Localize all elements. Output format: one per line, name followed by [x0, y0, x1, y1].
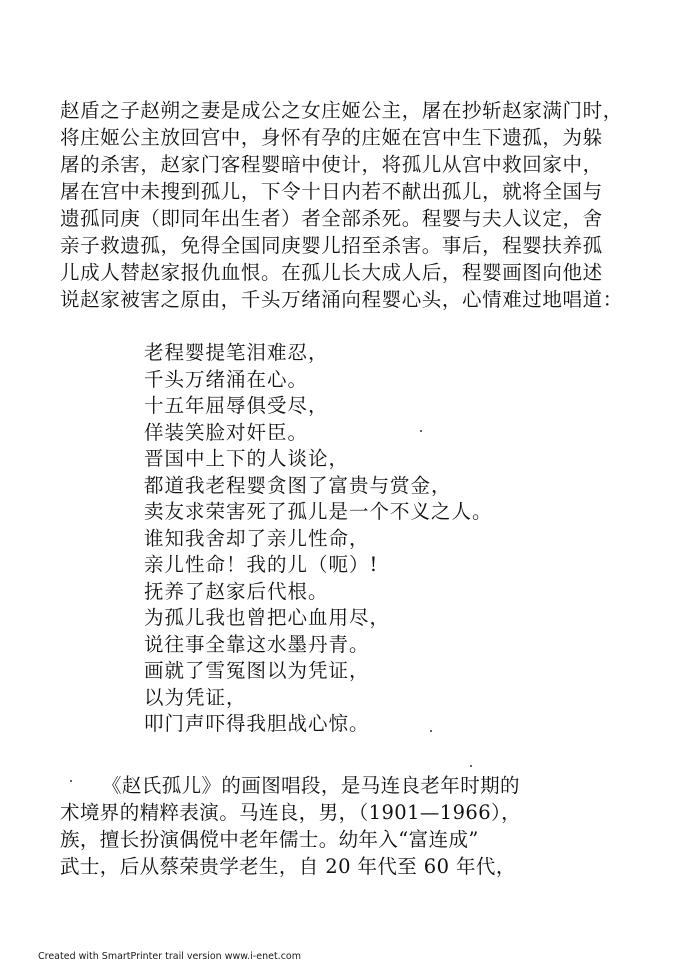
verse-line: 以为凭证，: [144, 685, 247, 709]
verse-line: 十五年屈辱俱受尽，: [144, 394, 329, 417]
text-line: 赵盾之子赵朔之妻是成公之女庄姬公主，屠在抄斩赵家满门时，: [60, 99, 623, 122]
verse-line: 佯装笑脸对奸臣。: [144, 420, 309, 444]
verse-line: 说往事全靠这水墨丹青。: [144, 632, 370, 656]
text-line: 武士，后从蔡荣贵学老生，自 20 年代至 60 年代，: [60, 855, 516, 878]
verse-line: 叩门声吓得我胆战心惊。: [144, 712, 370, 735]
text-line: 将庄姬公主放回宫中，身怀有孕的庄姬在宫中生下遗孤，为躲: [60, 126, 603, 149]
verse-line: 抚养了赵家后代根。: [144, 579, 329, 603]
verse-line: 为孤儿我也曾把心血用尽，: [144, 606, 391, 629]
verse-line: 老程婴提笔泪难忍，: [144, 341, 329, 364]
paragraph-commentary: [60, 772, 635, 880]
text-line: 术境界的精粹表演。马连良，男，（1901—1966），: [60, 801, 522, 824]
verse-block: [144, 340, 604, 738]
verse-line: 谁知我舍却了亲儿性命，: [144, 526, 370, 550]
text-line: 屠在宫中未搜到孤儿，下令十日内若不献出孤儿，就将全国与: [60, 180, 603, 203]
text-line: 儿成人替赵家报仇血恨。在孤儿长大成人后，程婴画图向他述: [60, 261, 603, 284]
scan-speck: [430, 730, 432, 732]
verse-line: 千头万绪涌在心。: [144, 367, 309, 391]
scan-speck: [420, 430, 422, 432]
text-line: 族，擅长扮演偶傥中老年儒士。幼年入“富连成”: [60, 828, 479, 851]
scan-speck: [470, 765, 472, 767]
scan-speck: [70, 780, 72, 782]
watermark-footer: Created with SmartPrinter trail version www.i-enet.com: [38, 951, 301, 962]
text-line: 屠的杀害，赵家门客程婴暗中使计，将孤儿从宫中救回家中，: [60, 153, 603, 176]
text-line: 遗孤同庚（即同年出生者）者全部杀死。程婴与夫人议定，舍: [60, 207, 603, 230]
text-line: 亲子救遗孤，免得全国同庚婴儿招至杀害。事后，程婴扶养孤: [60, 234, 603, 257]
verse-line: 卖友求荣害死了孤儿是一个不义之人。: [144, 500, 493, 523]
verse-line: 画就了雪冤图以为凭证，: [144, 659, 370, 682]
text-line: 说赵家被害之原由，千头万绪涌向程婴心头，心情难过地唱道：: [60, 288, 623, 311]
verse-line: 都道我老程婴贪图了富贵与赏金，: [144, 473, 452, 497]
verse-line: 晋国中上下的人谈论，: [144, 447, 350, 470]
paragraph-story: [60, 97, 635, 313]
text-line: 《赵氏孤儿》的画图唱段，是马连良老年时期的: [102, 774, 520, 797]
verse-line: 亲儿性命！我的儿（呃）!: [144, 553, 379, 576]
